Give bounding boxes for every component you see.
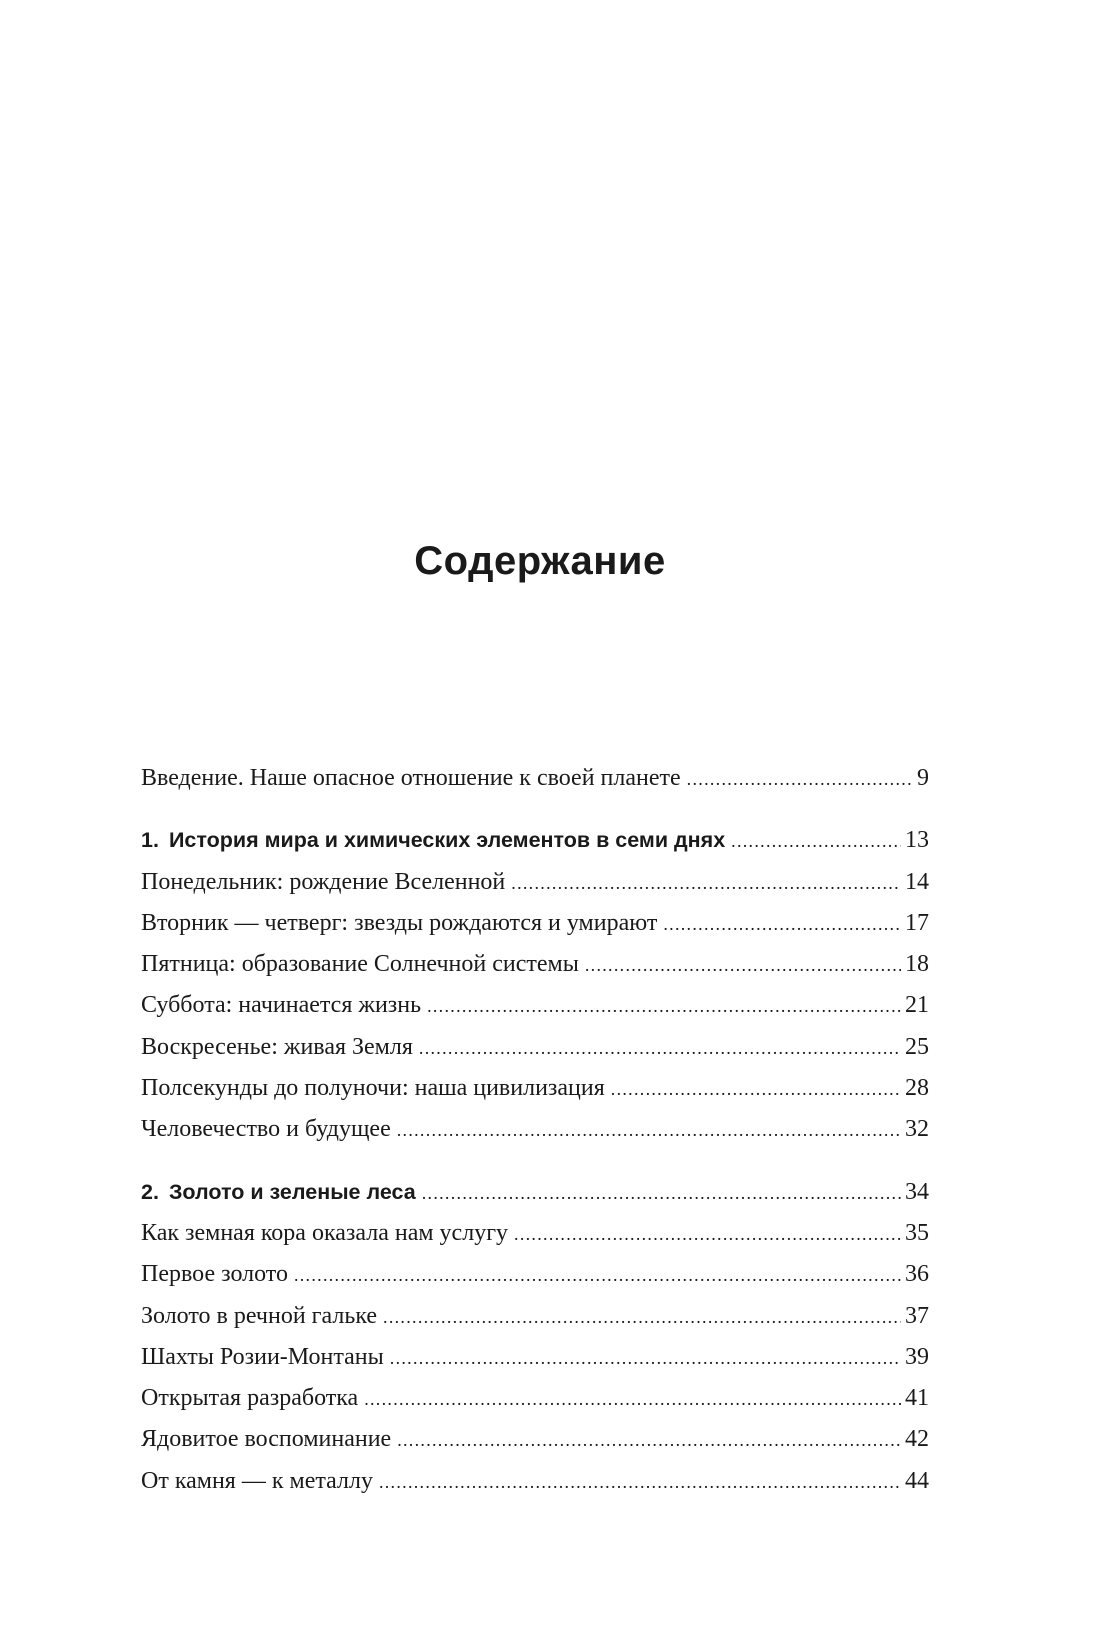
toc-entry-title bbox=[141, 1172, 416, 1213]
toc-entry-title bbox=[141, 1213, 508, 1254]
dot-leader bbox=[511, 863, 901, 904]
page-number: 41 bbox=[905, 1385, 929, 1412]
dot-leader bbox=[427, 986, 901, 1027]
toc-entry-label: Введение. Наше опасное отношение к своей планете bbox=[141, 765, 681, 791]
toc-entry[interactable] bbox=[141, 903, 929, 944]
toc-entry-title bbox=[141, 1337, 384, 1378]
toc-entry-label: Понедельник: рождение Вселенной bbox=[141, 868, 506, 895]
toc-entry[interactable] bbox=[141, 1337, 929, 1378]
toc-entry-label: Как земная кора оказала нам услугу bbox=[141, 1219, 509, 1246]
toc-entry-label: Золото в речной гальке bbox=[141, 1302, 378, 1329]
toc-entry-title bbox=[141, 1254, 288, 1295]
toc-entry[interactable] bbox=[141, 1254, 929, 1295]
toc-entry-title bbox=[141, 862, 505, 903]
chapter-number: 1. bbox=[141, 828, 159, 853]
page-number: 17 bbox=[905, 909, 929, 936]
page-number: 18 bbox=[905, 951, 929, 978]
toc-entry-title bbox=[141, 985, 421, 1026]
page-number: 14 bbox=[905, 868, 929, 895]
toc-entry-label: Первое золото bbox=[141, 1261, 288, 1288]
toc-entry-label: История мира и химических элементов в семи днях bbox=[168, 828, 726, 853]
page-number: 39 bbox=[905, 1343, 929, 1370]
toc-entry-label: Пятница: образование Солнечной системы bbox=[141, 951, 579, 978]
toc-entry-label: Суббота: начинается жизнь bbox=[141, 992, 422, 1019]
toc-entry[interactable] bbox=[141, 1068, 929, 1109]
toc-chapter-entry[interactable] bbox=[141, 820, 929, 861]
page-number: 36 bbox=[905, 1261, 929, 1288]
toc-entry-label: Золото и зеленые леса bbox=[168, 1179, 416, 1204]
toc-chapter-entry[interactable] bbox=[141, 1172, 929, 1213]
toc-entry-title bbox=[141, 820, 725, 861]
dot-leader bbox=[383, 1297, 901, 1338]
toc-entry[interactable] bbox=[141, 1419, 929, 1460]
toc-section bbox=[141, 758, 929, 799]
page-number: 44 bbox=[905, 1467, 929, 1494]
dot-leader bbox=[390, 1338, 901, 1379]
toc-entry-title bbox=[141, 1068, 605, 1109]
chapter-number: 2. bbox=[141, 1179, 159, 1204]
toc-entry-label: Открытая разработка bbox=[141, 1385, 359, 1412]
toc-entry-label: Полсекунды до полуночи: наша цивилизация bbox=[141, 1075, 605, 1102]
dot-leader bbox=[687, 759, 913, 800]
toc-entry-label: От камня — к металлу bbox=[141, 1467, 373, 1494]
toc-entry-title bbox=[141, 944, 579, 985]
page-title: Содержание bbox=[414, 538, 666, 583]
toc-entry[interactable] bbox=[141, 1109, 929, 1150]
dot-leader bbox=[364, 1379, 901, 1420]
page-number: 35 bbox=[905, 1219, 929, 1246]
toc-entry[interactable] bbox=[141, 862, 929, 903]
toc-entry[interactable] bbox=[141, 1027, 929, 1068]
page-number: 37 bbox=[905, 1302, 929, 1329]
toc-section bbox=[141, 1172, 929, 1502]
toc-entry[interactable] bbox=[141, 1213, 929, 1254]
toc-entry-title bbox=[141, 1461, 373, 1502]
toc-entry-title bbox=[141, 758, 681, 799]
page-number: 25 bbox=[905, 1033, 929, 1060]
dot-leader bbox=[663, 904, 901, 945]
toc-entry-label: Воскресенье: живая Земля bbox=[141, 1033, 413, 1060]
page-number: 34 bbox=[905, 1178, 929, 1205]
dot-leader bbox=[514, 1214, 901, 1255]
page-number: 28 bbox=[905, 1075, 929, 1102]
toc-entry-label: Вторник — четверг: звезды рождаются и умирают bbox=[141, 909, 658, 936]
toc-entry-label: Человечество и будущее bbox=[141, 1116, 391, 1143]
toc-entry-title bbox=[141, 903, 657, 944]
dot-leader bbox=[419, 1028, 901, 1069]
dot-leader bbox=[731, 821, 901, 862]
toc-entry-title bbox=[141, 1419, 391, 1460]
toc-entry[interactable] bbox=[141, 1378, 929, 1419]
toc-entry[interactable] bbox=[141, 1296, 929, 1337]
toc-entry[interactable] bbox=[141, 944, 929, 985]
toc-entry-label: Ядовитое воспоминание bbox=[141, 1426, 392, 1453]
toc-entry-title bbox=[141, 1378, 358, 1419]
dot-leader bbox=[379, 1462, 901, 1503]
page-number: 42 bbox=[905, 1426, 929, 1453]
toc-section bbox=[141, 820, 929, 1150]
toc-entry-label: Шахты Розии-Монтаны bbox=[141, 1343, 384, 1370]
dot-leader bbox=[585, 945, 901, 986]
page-number: 13 bbox=[905, 827, 929, 854]
dot-leader bbox=[397, 1110, 901, 1151]
toc-entry[interactable] bbox=[141, 1461, 929, 1502]
page-number: 9 bbox=[917, 765, 929, 791]
dot-leader bbox=[611, 1069, 901, 1110]
page-number: 32 bbox=[905, 1116, 929, 1143]
dot-leader bbox=[294, 1255, 901, 1296]
dot-leader bbox=[422, 1173, 901, 1214]
toc-entry-title bbox=[141, 1296, 377, 1337]
page-number: 21 bbox=[905, 992, 929, 1019]
toc-entry-title bbox=[141, 1027, 413, 1068]
toc-entry-title bbox=[141, 1109, 391, 1150]
toc-intro-entry[interactable] bbox=[141, 758, 929, 799]
dot-leader bbox=[397, 1420, 901, 1461]
toc-entry[interactable] bbox=[141, 985, 929, 1026]
table-of-contents bbox=[141, 758, 929, 1523]
